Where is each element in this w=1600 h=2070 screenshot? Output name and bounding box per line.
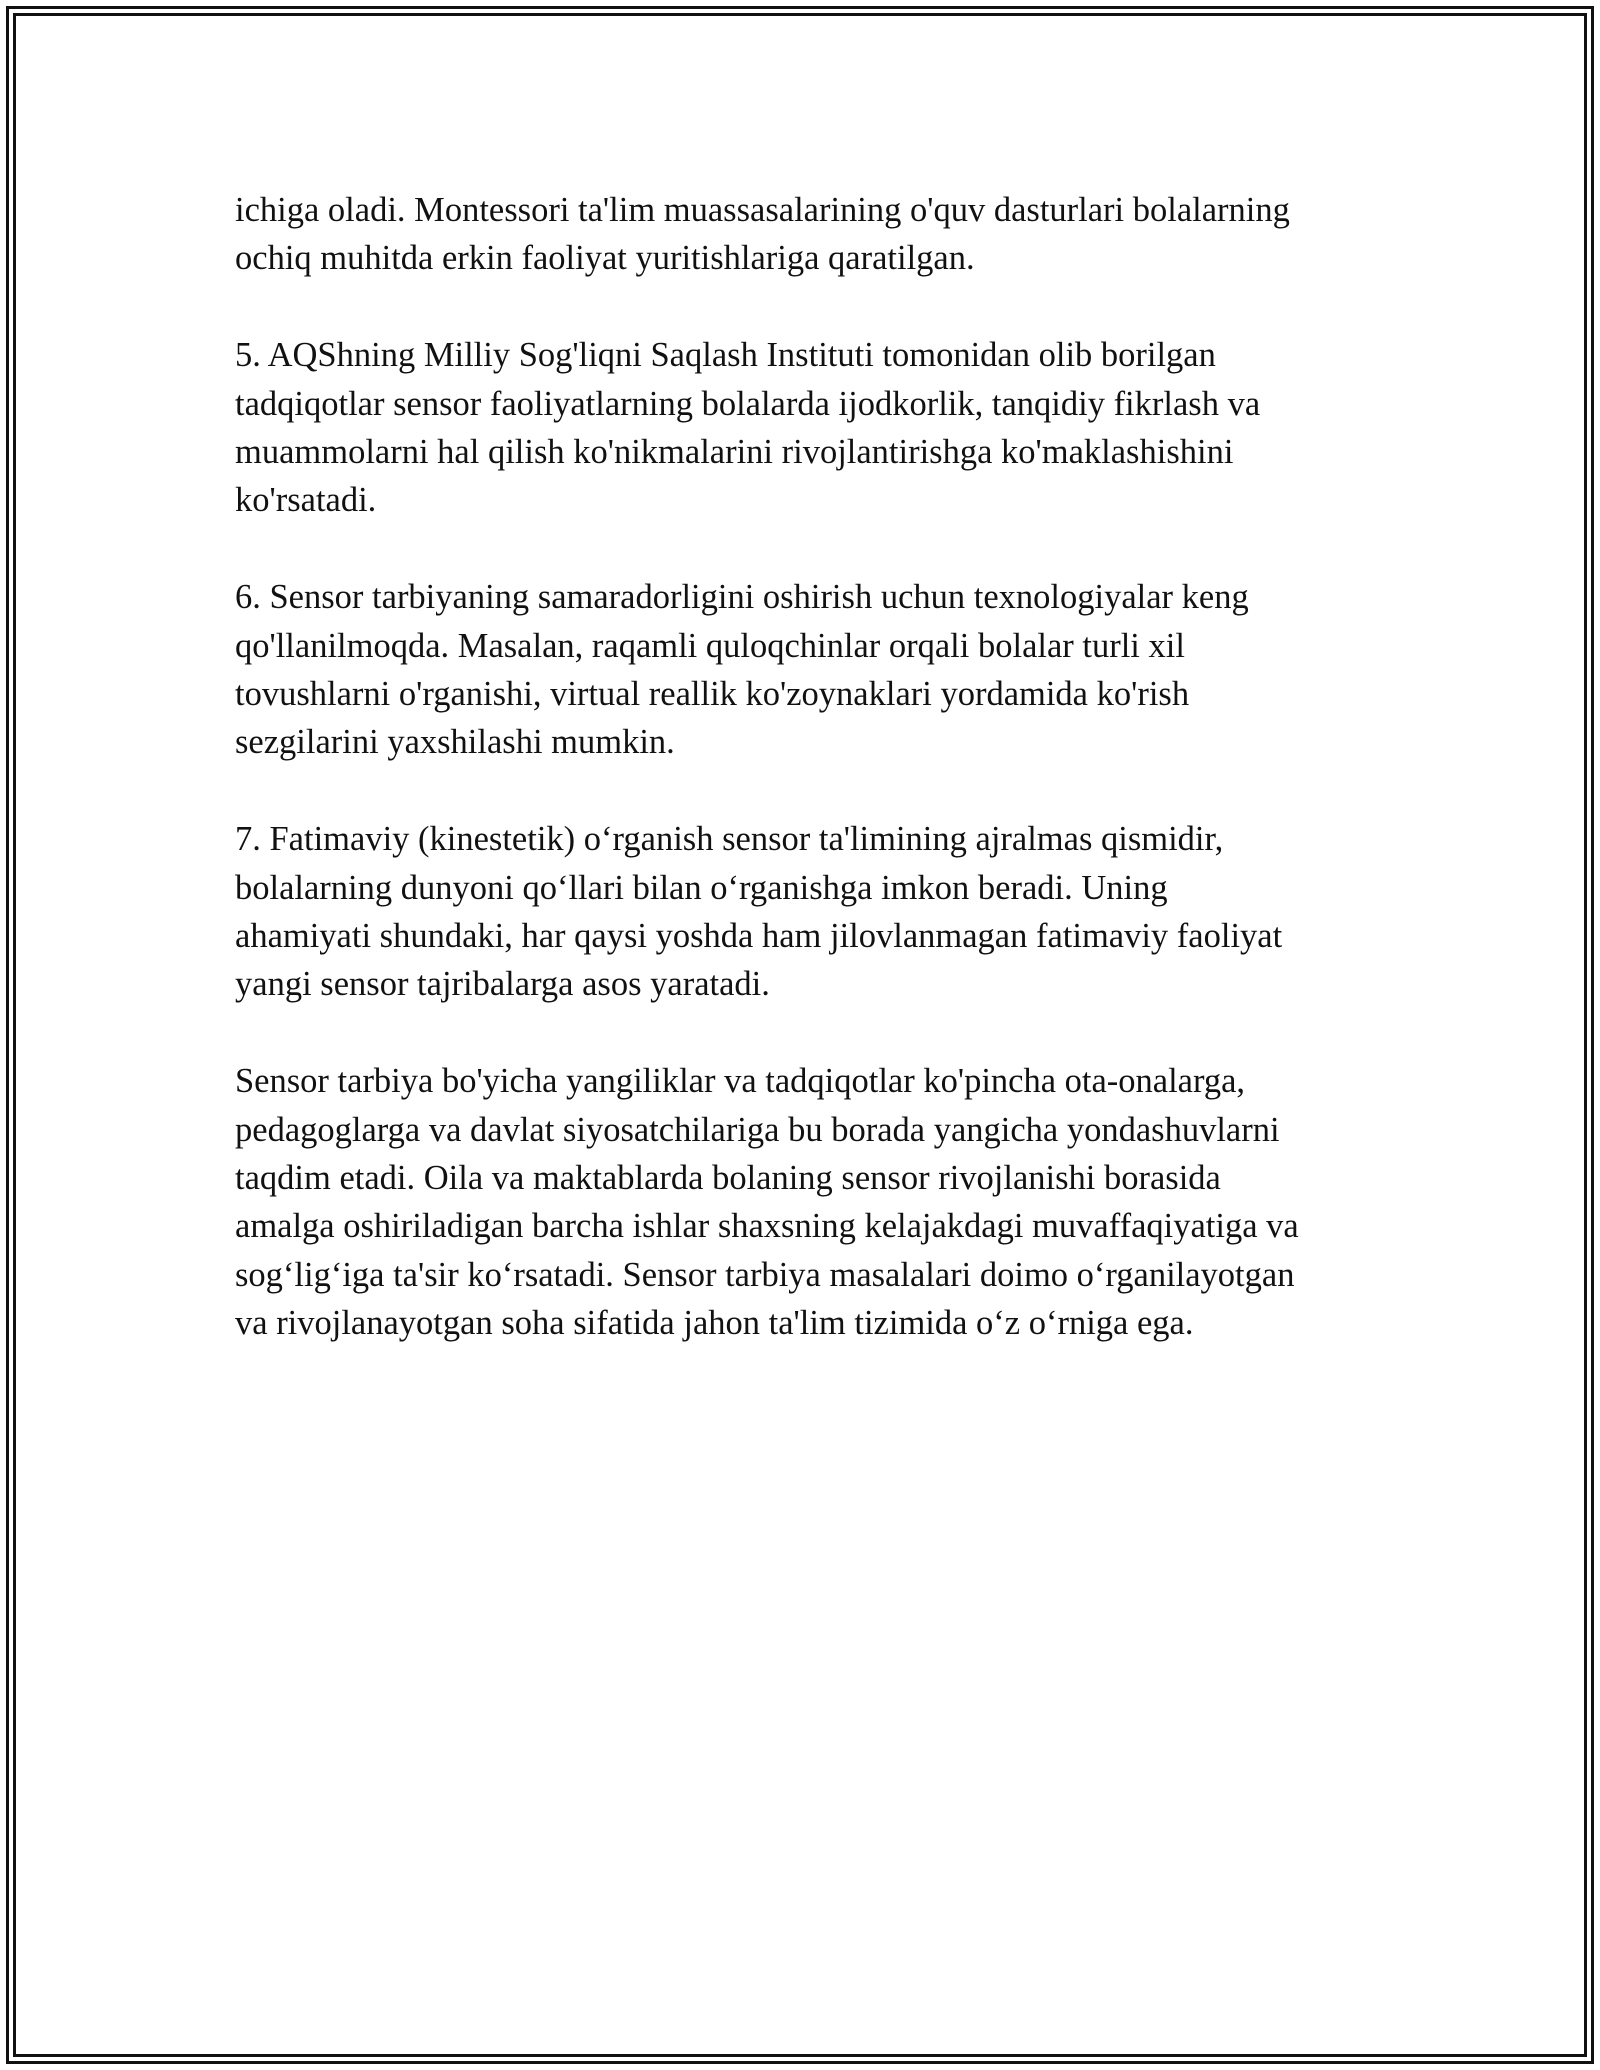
paragraph-item-7: 7. Fatimaviy (kinestetik) o‘rganish sensor ta'limining ajralmas qismidir, bolalarning dunyoni qo‘llari bilan o‘rganishga imkon beradi. Uning ahamiyati shundaki, har qaysi yoshda ham jilovlanmagan fatimaviy faoliyat yangi sensor tajribalarga asos yaratadi.	[235, 820, 1283, 1004]
paragraph-item-6: 6. Sensor tarbiyaning samaradorligini oshirish uchun texnologiyalar keng qo'llanilmoqda. Masalan, raqamli quloqchinlar orqali bolalar turli xil tovushlarni o'rganishi, virtual reallik ko'zoynaklari yordamida ko'rish sezgilarini yaxshilashi mumkin.	[235, 578, 1249, 762]
paragraph-continuation: ichiga oladi. Montessori ta'lim muassasalarining o'quv dasturlari bolalarning ochiq muhitda erkin faoliyat yuritishlariga qaratilgan.	[235, 191, 1290, 278]
paragraph-conclusion: Sensor tarbiya bo'yicha yangiliklar va tadqiqotlar ko'pincha ota-onalarga, pedagoglarga va davlat siyosatchilariga bu borada yangicha yondashuvlarni taqdim etadi. Oila va maktablarda bolaning sensor rivojlanishi borasida amalga oshiriladigan barcha ishlar shaxsning kelajakdagi muvaffaqiyatiga va sog‘lig‘iga ta'sir ko‘rsatadi. Sensor tarbiya masalalari doimo o‘rganilayotgan va rivojlanayotgan soha sifatida jahon ta'lim tizimida o‘z o‘rniga ega.	[235, 1062, 1299, 1343]
document-body	[235, 186, 1375, 1396]
paragraph-item-5: 5. AQShning Milliy Sog'liqni Saqlash Instituti tomonidan olib borilgan tadqiqotlar sensor faoliyatlarning bolalarda ijodkorlik, tanqidiy fikrlash va muammolarni hal qilish ko'nikmalarini rivojlantirishga ko'maklashishini ko'rsatadi.	[235, 336, 1261, 520]
